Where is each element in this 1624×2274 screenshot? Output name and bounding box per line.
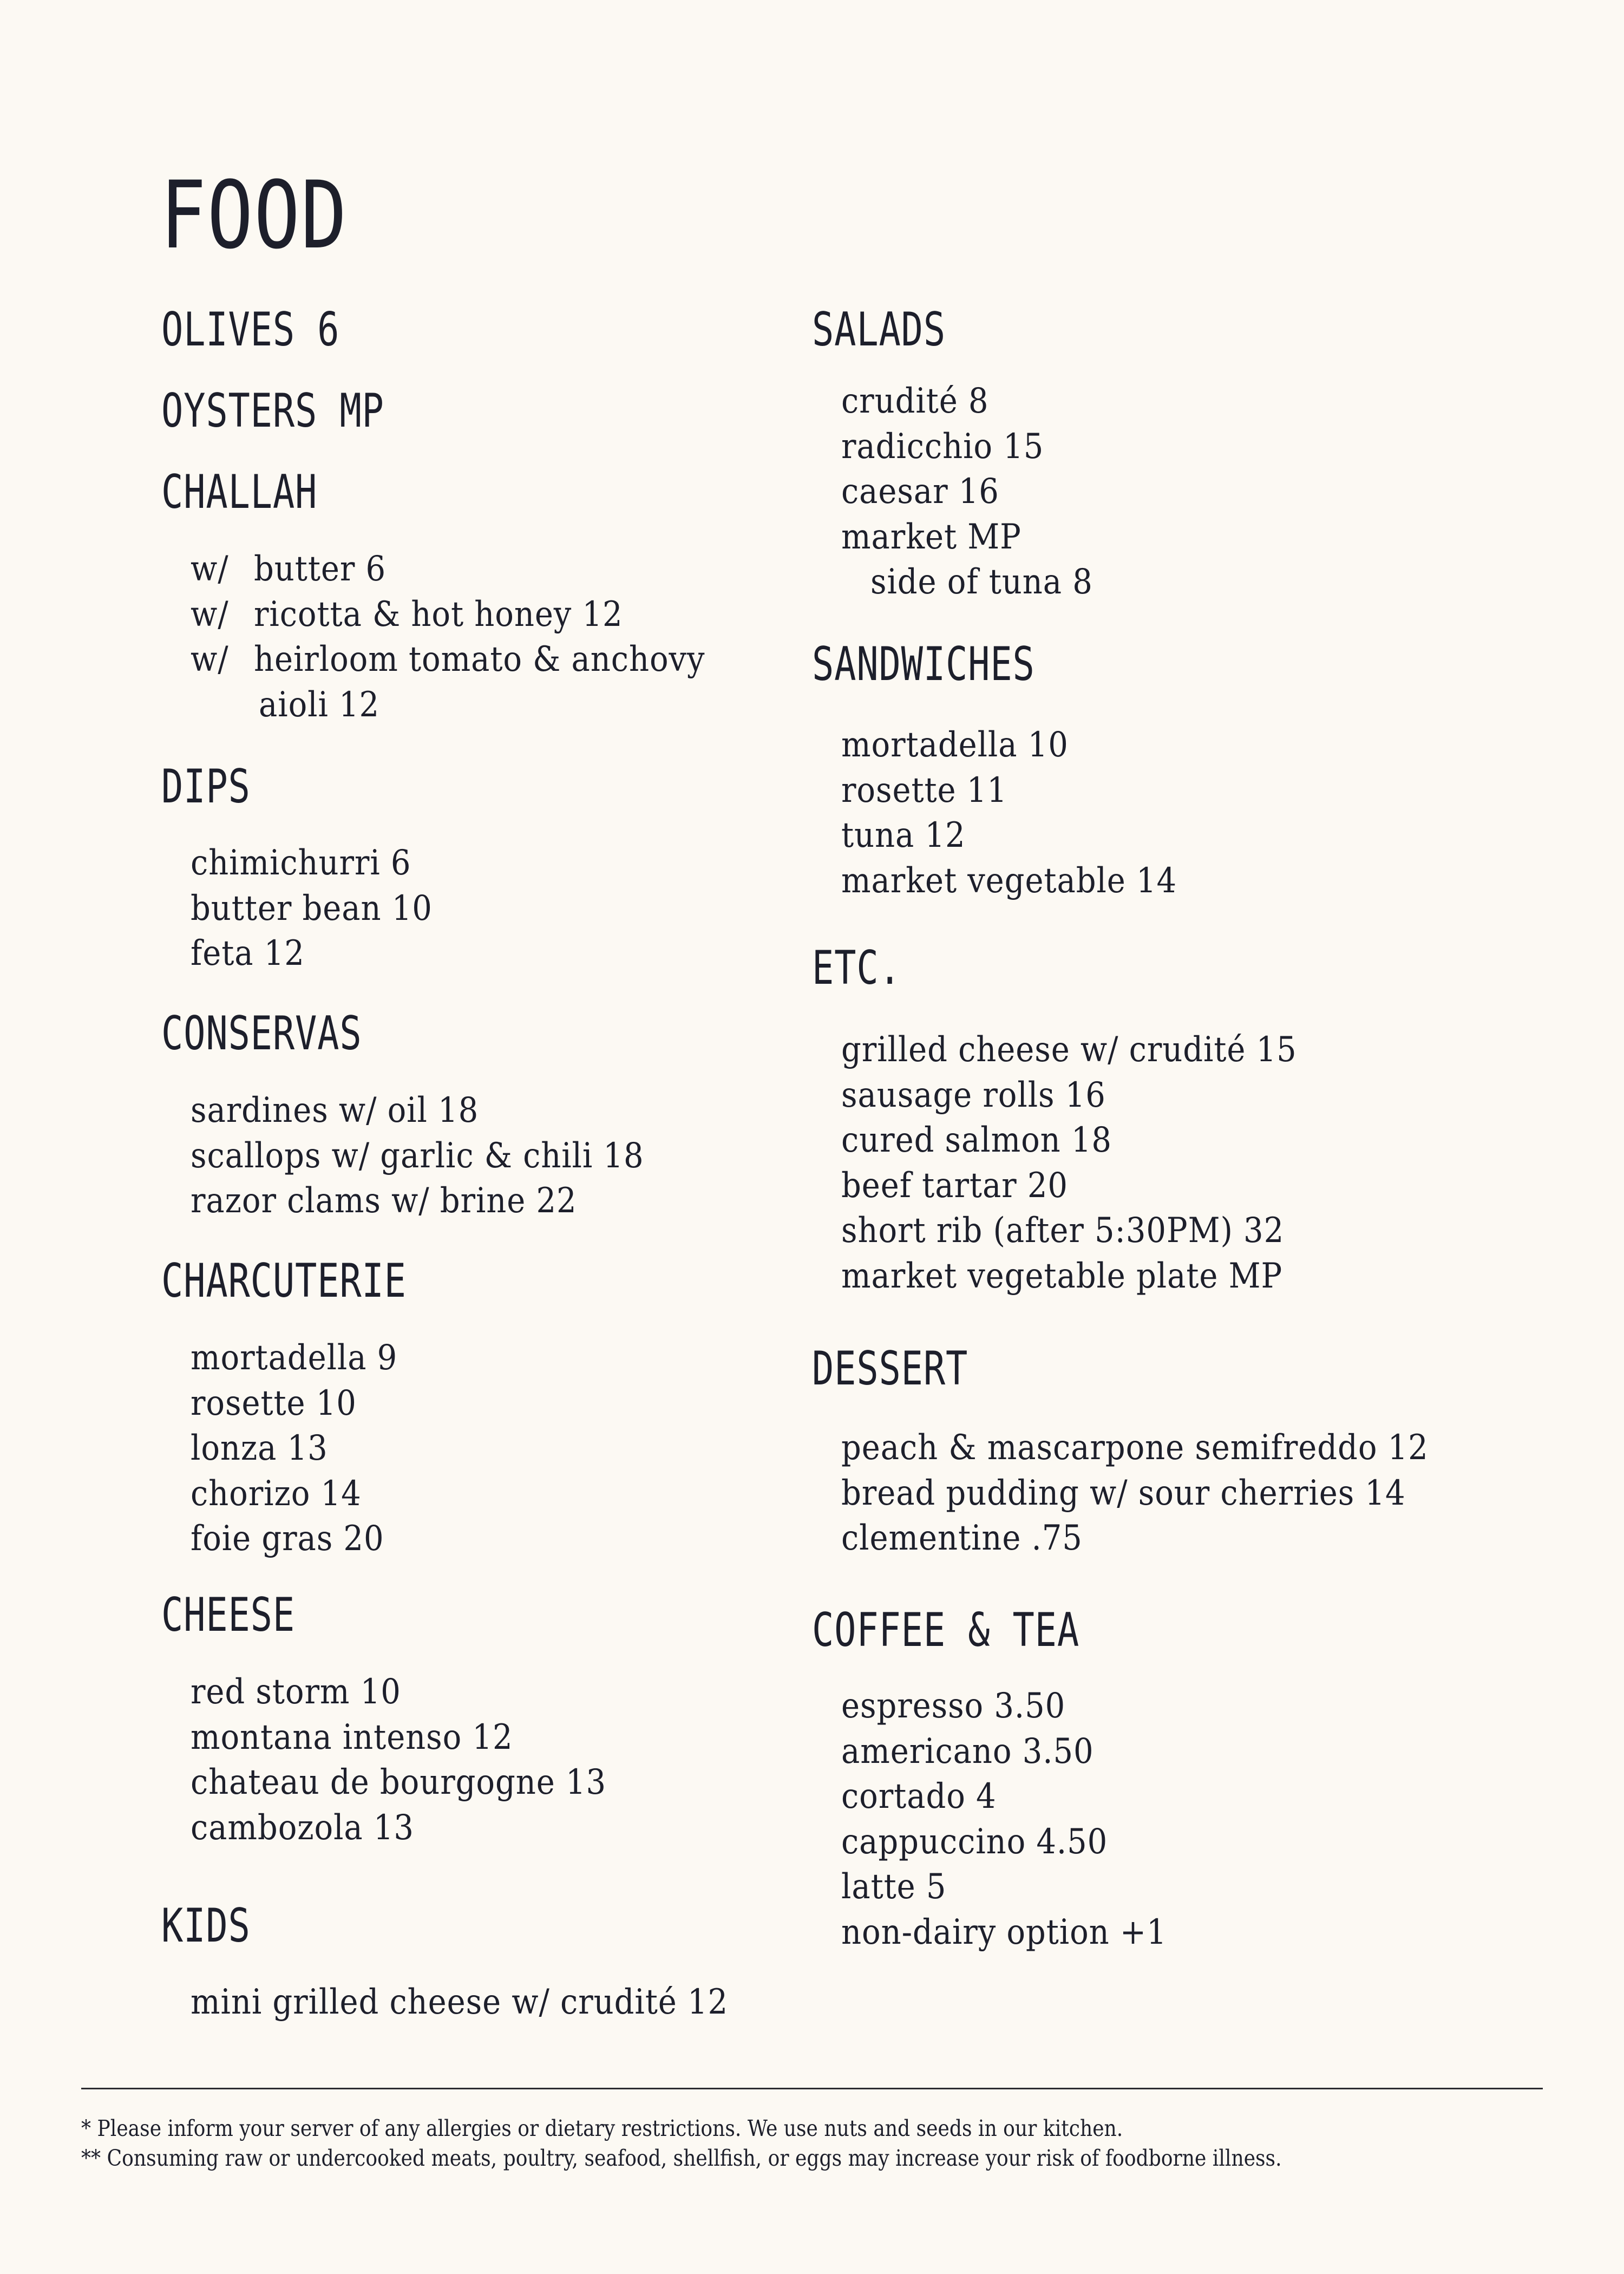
list-item (191, 547, 705, 592)
list-item: beef tartar 20 (841, 1165, 1068, 1206)
list-item: rosette 10 (191, 1383, 357, 1423)
allergy-note: * Please inform your server of any allergies or dietary restrictions. We use nuts and seeds in our kitchen. (81, 2115, 1123, 2141)
cheese-list (191, 1670, 652, 1851)
sandwiches-list (841, 723, 1214, 904)
salads-list (841, 379, 1121, 605)
list-item: cured salmon 18 (841, 1120, 1112, 1160)
heading-coffee-tea: COFFEE & TEA (812, 1603, 1079, 1657)
list-item: sausage rolls 16 (841, 1075, 1106, 1115)
heading-sandwiches: SANDWICHES (812, 637, 1035, 691)
list-item: feta 12 (191, 933, 305, 973)
list-item: razor clams w/ brine 22 (191, 1181, 577, 1221)
list-item-sub: side of tuna 8 (870, 562, 1093, 602)
list-item: montana intenso 12 (191, 1717, 513, 1757)
heading-dips: DIPS (161, 760, 251, 814)
list-item: short rib (after 5:30PM) 32 (841, 1211, 1285, 1251)
heading-charcuterie: CHARCUTERIE (161, 1254, 407, 1308)
heading-challah: CHALLAH (161, 465, 318, 519)
heading-oysters: OYSTERS MP (161, 384, 384, 438)
list-item: clementine .75 (841, 1518, 1083, 1558)
list-item: cambozola 13 (191, 1807, 414, 1848)
footer-divider (81, 2088, 1543, 2089)
list-item: foie gras 20 (191, 1519, 384, 1559)
heading-dessert: DESSERT (812, 1342, 968, 1396)
list-item: red storm 10 (191, 1672, 401, 1712)
list-item: peach & mascarpone semifreddo 12 (841, 1428, 1429, 1468)
list-item: chimichurri 6 (191, 843, 411, 883)
list-item: butter bean 10 (191, 888, 433, 929)
kids-list (191, 1980, 788, 2025)
list-item: mini grilled cheese w/ crudité 12 (191, 1982, 729, 2022)
item-text: butter 6 (254, 549, 387, 589)
list-item: tuna 12 (841, 815, 966, 855)
list-item: grilled cheese w/ crudité 15 (841, 1030, 1297, 1070)
list-item: sardines w/ oil 18 (191, 1090, 479, 1131)
heading-etc: ETC. (812, 941, 901, 995)
heading-salads: SALADS (812, 303, 946, 357)
list-item: mortadella 10 (841, 725, 1069, 765)
item-text: heirloom tomato & anchovy (254, 639, 705, 679)
etc-list (841, 1028, 1347, 1299)
list-item: lonza 13 (191, 1428, 328, 1468)
list-item: radicchio 15 (841, 426, 1044, 467)
charcuterie-list (191, 1336, 421, 1562)
item-text: ricotta & hot honey 12 (254, 594, 623, 635)
list-item: cappuccino 4.50 (841, 1821, 1108, 1862)
with-prefix: w/ (191, 549, 229, 589)
heading-kids: KIDS (161, 1899, 251, 1953)
list-item: caesar 16 (841, 472, 999, 512)
list-item (191, 637, 705, 683)
list-item: non-dairy option +1 (841, 1912, 1167, 1952)
list-item: cortado 4 (841, 1776, 997, 1816)
list-item: americano 3.50 (841, 1731, 1094, 1772)
list-item: crudité 8 (841, 381, 989, 421)
with-prefix: w/ (191, 594, 229, 635)
heading-conservas: CONSERVAS (161, 1007, 362, 1061)
list-item: market vegetable 14 (841, 860, 1177, 901)
heading-cheese: CHEESE (161, 1588, 296, 1642)
challah-list (191, 547, 762, 728)
menu-title: FOOD (160, 161, 348, 270)
list-item: market vegetable plate MP (841, 1256, 1283, 1296)
list-item: rosette 11 (841, 770, 1007, 811)
with-prefix: w/ (191, 639, 229, 679)
raw-food-warning: ** Consuming raw or undercooked meats, poultry, seafood, shellfish, or eggs may increase your risk of foodborne illness. (81, 2145, 1282, 2171)
dessert-list (841, 1426, 1494, 1561)
list-item-continuation: aioli 12 (259, 684, 380, 725)
list-item: bread pudding w/ sour cherries 14 (841, 1473, 1406, 1513)
conservas-list (191, 1088, 695, 1224)
list-item: chorizo 14 (191, 1473, 362, 1514)
list-item: market MP (841, 517, 1021, 557)
list-item: chateau de bourgogne 13 (191, 1762, 607, 1802)
coffee-list (841, 1684, 1203, 1955)
list-item: espresso 3.50 (841, 1686, 1066, 1726)
list-item: latte 5 (841, 1867, 947, 1907)
list-item: scallops w/ garlic & chili 18 (191, 1135, 644, 1176)
list-item: mortadella 9 (191, 1338, 398, 1378)
heading-olives: OLIVES 6 (161, 303, 340, 357)
dips-list (191, 841, 459, 977)
list-item (191, 592, 705, 638)
